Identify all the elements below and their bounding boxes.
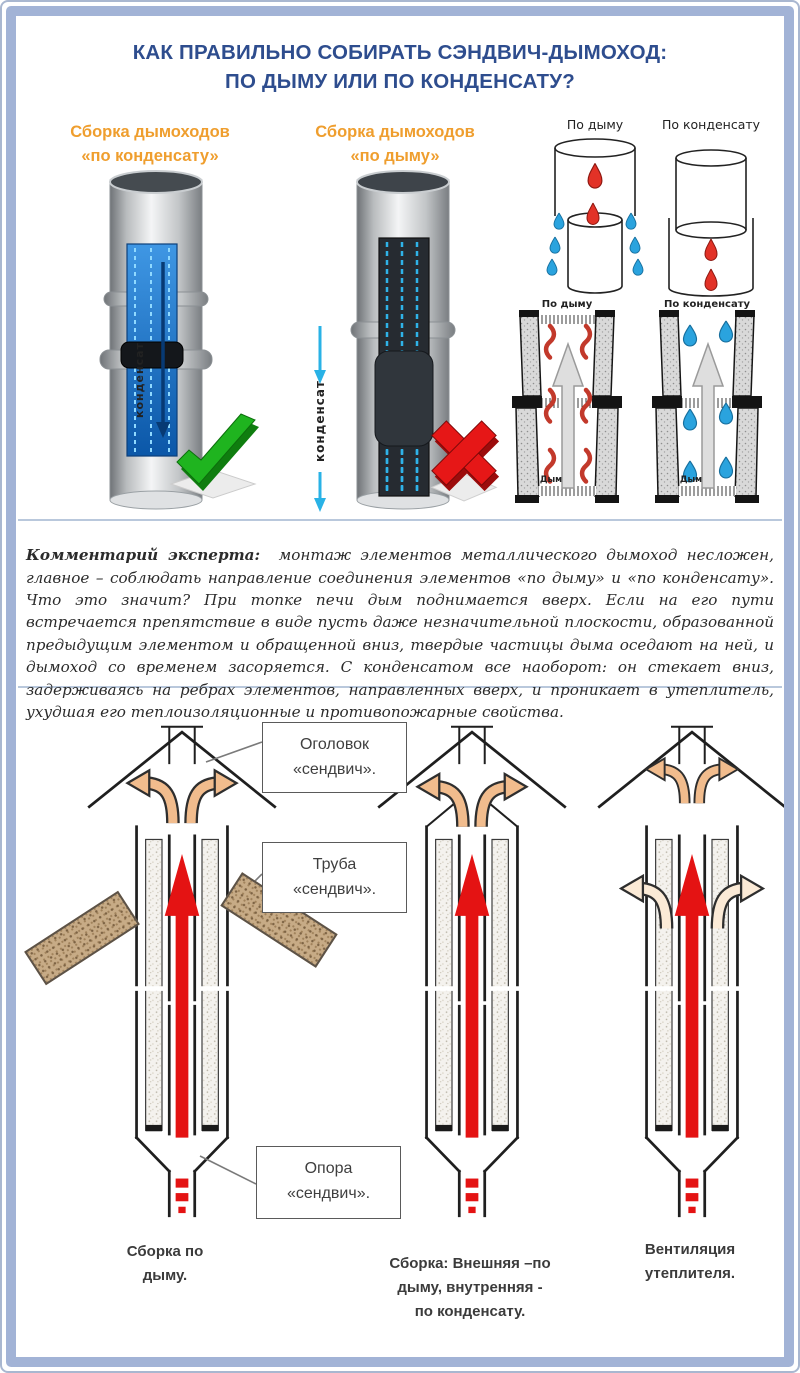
caption-mixed [342,1252,598,1324]
green-check-icon [163,412,263,507]
section-by-condensate [648,298,766,516]
joint-condensate-label: По конденсату [661,118,761,132]
heading-assembly-by-smoke [278,120,512,168]
callout-line: Труба [312,856,357,873]
heading-line: «по конденсату» [81,147,219,165]
smoke-exit-arrow-right [481,774,526,827]
roof-lines [379,727,564,807]
callout-line: «сендвич». [292,761,377,778]
joint-by-smoke [547,118,643,293]
caption-ventilation [600,1238,780,1286]
title-line-2: ПО ДЫМУ ИЛИ ПО КОНДЕНСАТУ? [225,70,575,93]
page-title [40,38,760,96]
heading-line: Сборка дымоходов [315,123,475,141]
callout-line: Оголовок [299,736,370,753]
caption-by-smoke [95,1240,235,1288]
smoke-exit-arrow-right [699,758,738,803]
commentary-body: монтаж элементов металлического дымоход несложен, главное – соблюдать направление соединения элементов «по дыму» и «по конденсату». Что это значит? При топке печи дым поднимается вверх. Если на его пути встречается препятствие в виде пусть даже незначительной плоскости, образованной предыдущим элементом и обращенной вниз, твердые частицы дыма оседают на ней, и дымоход со временем засоряется. С конденсатом все наоборот: он стекает вниз, задерживаясь на ребрах элементов, направленных вверх, и проникает в утеплитель, ухудшая его теплоизоляционные и противопожарные свойства. [26,546,775,722]
callout-support [256,1146,401,1219]
callout-line: «сендвич». [286,1185,371,1202]
joint-smoke-label: По дыму [566,118,624,132]
roof-lines [599,727,784,807]
caption-line: по конденсату. [414,1303,526,1320]
flow-label-condensate: конденсат [133,342,146,418]
caption-line: Сборка по [126,1243,204,1260]
heading-line: Сборка дымоходов [70,123,230,141]
flow-label-condensate: конденсат [313,380,327,462]
callout-cap [262,722,407,793]
condensate-arrow-label: Дым [679,475,703,485]
caption-line: дыму. [142,1267,188,1284]
smoke-exit-arrow-left [127,770,172,823]
smoke-exit-arrow-left [417,774,462,827]
heading-assembly-by-condensate [28,120,272,168]
title-line-1: КАК ПРАВИЛЬНО СОБИРАТЬ СЭНДВИЧ-ДЫМОХОД: [132,41,668,64]
smoke-exit-arrow-right [191,770,236,823]
chimney-diagram-ventilation [592,694,792,1254]
section-smoke-label: По дыму [541,299,593,310]
smoke-arrow-label: Дым [539,475,563,485]
chimney-diagram-by-smoke [82,694,282,1254]
section-by-smoke [508,298,626,516]
heading-line: «по дыму» [350,147,440,165]
smoke-exit-arrow-left [646,758,685,803]
callout-line: Опора [304,1160,353,1177]
roof-lines [89,727,274,807]
commentary-lead: Комментарий эксперта: [26,546,261,565]
callout-pipe [262,842,407,913]
joint-direction-diagram [533,118,773,303]
callout-line: «сендвич». [292,881,377,898]
caption-line: Сборка: Внешняя –по [389,1255,551,1272]
joint-by-condensate [662,118,761,296]
smoke-up-arrow [553,344,583,488]
caption-line: дыму, внутренняя - [397,1279,543,1296]
caption-line: утеплителя. [644,1265,736,1282]
section-divider [18,519,782,521]
condensate-direction-annotation [313,326,327,512]
caption-line: Вентиляция [644,1241,736,1258]
section-condensate-label: По конденсату [663,299,751,310]
smoke-up-arrow [693,344,723,488]
red-x-icon [420,410,508,505]
